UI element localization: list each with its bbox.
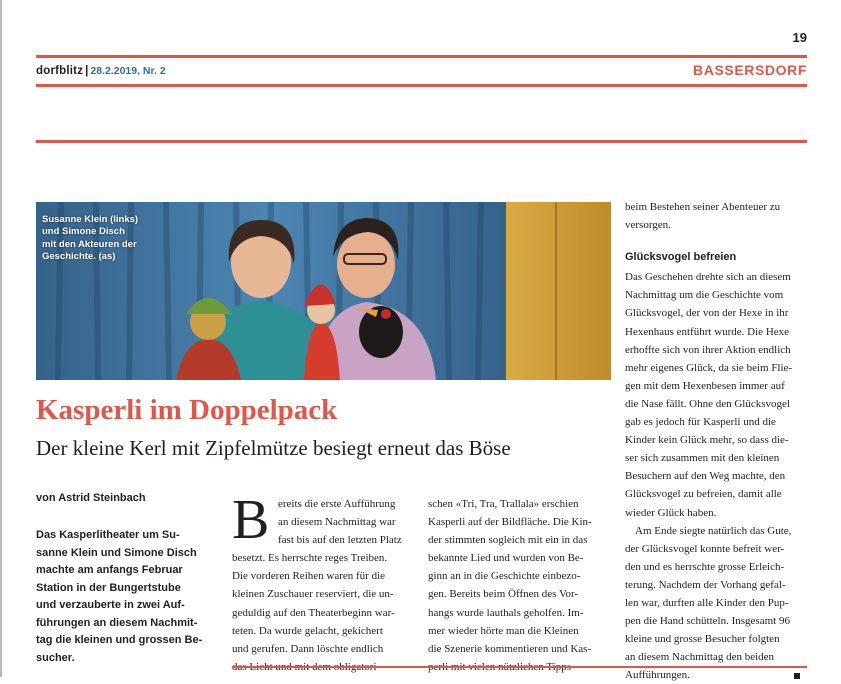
page-gutter-line [0, 0, 2, 677]
body-line: den und es herrschte grosse Erleich- [625, 560, 785, 573]
body-line: Das Geschehen drehte sich an diesem [625, 271, 791, 284]
caption-line: Geschichte. (as) [42, 250, 116, 262]
body-line: Die vorderen Reihen waren für die [232, 570, 386, 583]
article-byline: von Astrid Steinbach [36, 492, 146, 504]
body-line: an diesem Nachmittag war [278, 516, 396, 529]
body-line: schen «Tri, Tra, Trallala» erschien [428, 498, 579, 510]
lead-line: Das Kasperlitheater um Su- [36, 529, 180, 541]
body-line: bekannte Lied und wurden von Be- [428, 552, 584, 565]
body-line: gab es jedoch für Kasperli und die [625, 416, 776, 429]
body-line: kleine und grosse Besucher folgten [625, 633, 780, 646]
article-subheadline: Der kleine Kerl mit Zipfelmütze besiegt erneut das Böse [36, 436, 511, 460]
body-line: der stimmten sogleich mit ein in das [428, 534, 588, 547]
column-subheading: Glücksvogel befreien [625, 251, 737, 264]
body-line: hangs wurde lauthals geholfen. Im- [428, 606, 584, 619]
body-line: kleinen Zuschauer reserviert, die un- [232, 588, 394, 601]
body-line-last [625, 666, 808, 684]
body-line: teten. Da wurde gelacht, gekichert [232, 624, 383, 637]
lead-line: Station in der Bungertstube [36, 581, 181, 594]
body-line: mehr eigenes Glück, da sie beim Flie- [625, 361, 793, 374]
drop-cap: B [232, 489, 270, 551]
body-line: geduldig auf den Theaterbeginn war- [232, 606, 395, 619]
body-line: Glücksvogel, der von der Hexe in ihr [625, 307, 789, 320]
end-mark-icon [794, 673, 800, 679]
caption-line: mit den Akteuren der [42, 238, 137, 250]
article-lead [36, 527, 216, 667]
lead-line: führungen an diesem Nachmit- [36, 616, 198, 629]
body-line: ereits die erste Aufführung [278, 498, 396, 510]
caption-line: Susanne Klein (links) [42, 214, 139, 225]
article-top-rule [36, 140, 807, 143]
header-rule [36, 84, 807, 87]
article-headline: Kasperli im Doppelpack [36, 394, 338, 426]
body-line: ser sich zusammen mit den kleinen [625, 452, 780, 465]
lead-line: machte am anfangs Februar [36, 564, 183, 576]
publication-line [36, 65, 166, 77]
issue-date: 28.2.2019, Nr. 2 [90, 65, 166, 77]
body-line: der Glücksvogel konnte befreit wer- [625, 542, 785, 555]
body-line: Kasperli auf der Bildfläche. Die Kin- [428, 516, 592, 529]
body-line: len war, durften alle Kinder den Pup- [625, 596, 789, 609]
photo-caption [42, 214, 202, 263]
body-line-text: Aufführungen. [625, 669, 690, 682]
lead-line: und verzauberte in zwei Auf- [36, 599, 185, 611]
body-line: beim Bestehen seiner Abenteuer zu [625, 201, 781, 213]
body-line: Besuchern auf den Weg machte, den [625, 470, 786, 483]
body-line: gen mit dem Hexenbesen immer auf [625, 379, 785, 392]
body-line: an diesem Nachmittag den beiden [625, 651, 775, 664]
body-line: Hexenhaus entführt wurde. Die Hexe [625, 325, 790, 338]
header-top-rule [36, 55, 807, 58]
lead-line: tag die kleinen und grossen Be- [36, 634, 203, 646]
publication-separator: | [85, 65, 89, 77]
article-column-2 [232, 489, 415, 676]
body-line: die Nase fällt. Ohne den Glücksvogel [625, 397, 790, 410]
body-line: erhoffte sich von ihrer Aktion endlich [625, 343, 791, 356]
section-title: BASSERSDORF [693, 62, 807, 78]
caption-line: und Simone Disch [42, 226, 125, 238]
body-line: gen. Bereits beim Öffnen des Vor- [428, 588, 579, 601]
body-line: terung. Nachdem der Vorhang gefal- [625, 578, 786, 591]
body-line: Kinder kein Glück mehr, so dass die- [625, 434, 789, 447]
body-line: fast bis auf den letzten Platz [278, 534, 402, 547]
body-line: Glücksvogel zu befreien, damit alle [625, 488, 782, 501]
article-bottom-rule [232, 666, 807, 668]
body-line: Am Ende siegte natürlich das Gute, [635, 524, 792, 537]
lead-line: sucher. [36, 651, 75, 664]
body-line: pen die Hand schütteln. Insgesamt 96 [625, 615, 790, 628]
article-column-3 [428, 495, 612, 676]
body-line: die Szenerie kommentieren und Kas- [428, 642, 592, 655]
body-line: mer wieder hörte man die Kleinen [428, 624, 579, 637]
page-number: 19 [792, 30, 807, 45]
body-line: Nachmittag um die Geschichte vom [625, 289, 784, 302]
body-line: ginn an in die Geschichte einbezo- [428, 570, 581, 583]
publication-name: dorfblitz [36, 65, 84, 77]
body-line: wieder Glück haben. [625, 506, 717, 519]
body-line: und gerufen. Dann löschte endlich [232, 642, 384, 655]
lead-line: sanne Klein und Simone Disch [36, 546, 197, 559]
body-line: versorgen. [625, 219, 671, 232]
body-line: besetzt. Es herrschte reges Treiben. [232, 552, 388, 565]
article-column-4 [625, 198, 808, 684]
